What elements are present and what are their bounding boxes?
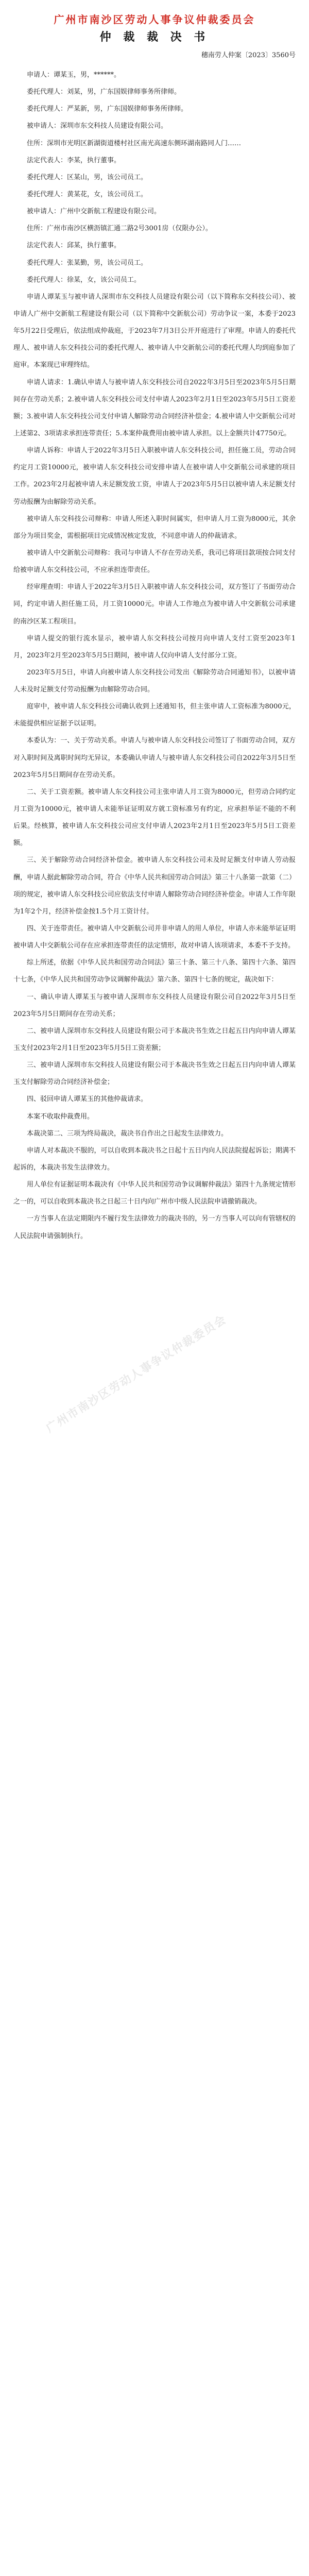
ruling-paragraph: 法定代表人：李某，执行董事。 [27,156,121,164]
ruling-paragraph: 二、被申请人深圳市东交科技人员建设有限公司于本裁决书生效之日起五日内向申请人谭某玉支付2023年2月1日至2023年5月5日工资差额； [13,1027,296,1053]
ruling-paragraph: 委托代理人：张某勤，男，该公司员工。 [27,259,148,267]
ruling-body [13,66,296,1245]
ruling-paragraph: 2023年5月5日，申请人向被申请人东交科技公司发出《解除劳动合同通知书》，以被申请人未及时足额支付劳动报酬为由解除劳动合同。 [13,668,296,694]
ruling-paragraph: 委托代理人：区某山，男，该公司员工。 [27,173,148,181]
ruling-paragraph: 综上所述，依据《中华人民共和国劳动合同法》第三十条、第三十八条、第四十六条、第四十七条，《中华人民共和国劳动争议调解仲裁法》第六条、第四十七条的规定，裁决如下： [13,959,296,984]
ruling-paragraph: 用人单位有证据证明本裁决有《中华人民共和国劳动争议调解仲裁法》第四十九条规定情形之一的，可以自收到本裁决书之日起三十日内向广州市中级人民法院申请撤销裁决。 [13,1181,296,1206]
case-number: 穗南劳人仲案〔2023〕3560号 [201,52,296,59]
ruling-paragraph: 本委认为：一、关于劳动关系。申请人与被申请人东交科技公司签订了书面劳动合同，双方对入职时间及离职时间均无异议，本委确认申请人与被申请人东交科技公司自2022年3月5日至2023年5月5日期间存在劳动关系。 [13,737,296,779]
ruling-paragraph: 住所：深圳市光明区新湖街道楼村社区南光高速东侧环湖南路同人门…… [27,139,242,147]
watermark: 广州市南沙区劳动人事争议仲裁委员会 [43,1312,229,1435]
ruling-paragraph: 被申请人中交新航公司辩称：我司与申请人不存在劳动关系，我司已将项目款项按合同支付给被申请人东交科技公司，不应承担连带责任。 [13,549,296,574]
org-title: 广州市南沙区劳动人事争议仲裁委员会 [54,13,255,26]
ruling-paragraph: 三、关于解除劳动合同经济补偿金。被申请人东交科技公司未及时足额支付申请人劳动报酬，申请人据此解除劳动合同，符合《中华人民共和国劳动合同法》第三十八条第一款第（二）项的规定，被申请人东交科技公司应依法支付申请人解除劳动合同经济补偿金。申请人工作年限为1年2个月，经济补偿金按1.5个月工资计付。 [13,856,296,916]
ruling-paragraph: 委托代理人：严某新，男，广东国娱律师事务所律师。 [27,105,188,113]
ruling-paragraph: 经审理查明：申请人于2022年3月5日入职被申请人东交科技公司，双方签订了书面劳动合同，约定申请人担任施工员，月工资10000元。申请人工作地点为被申请人中交新航公司承建的南沙区某工程项目。 [13,583,296,625]
ruling-paragraph: 三、被申请人深圳市东交科技人员建设有限公司于本裁决书生效之日起五日内向申请人谭某玉支付解除劳动合同经济补偿金； [13,1061,296,1087]
ruling-paragraph: 申请人：谭某玉，男，******。 [27,71,121,79]
ruling-paragraph: 住所：广州市南沙区横沥镇汇通二路2号3001房（仅限办公）。 [27,225,212,233]
ruling-paragraph: 四、驳回申请人谭某玉的其他仲裁请求。 [27,1095,148,1104]
ruling-paragraph: 申请人诉称：申请人于2022年3月5日入职被申请人东交科技公司，担任施工员，劳动合同约定月工资10000元，被申请人东交科技公司安排申请人在被申请人中交新航公司承建的项目工作。2023年2月起被申请人未足额发放工资，申请人于2023年5月5日以被申请人未足额支付劳动报酬为由解除劳动关系。 [13,447,296,506]
ruling-paragraph: 委托代理人：刘某，男，广东国娱律师事务所律师。 [27,88,181,96]
ruling-paragraph: 一、确认申请人谭某玉与被申请人深圳市东交科技人员建设有限公司自2022年3月5日至2023年5月5日期间存在劳动关系； [13,993,296,1018]
ruling-paragraph: 法定代表人：邱某，执行董事。 [27,242,121,250]
ruling-paragraph: 申请人对本裁决不服的，可以自收到本裁决书之日起十五日内向人民法院提起诉讼；期满不起诉的，本裁决书发生法律效力。 [13,1146,296,1172]
ruling-paragraph: 申请人提交的银行流水显示，被申请人东交科技公司按月向申请人支付工资至2023年1月，2023年2月至2023年5月5日期间，被申请人仅向申请人支付部分工资。 [13,634,296,659]
ruling-paragraph: 本裁决第二、三项为终局裁决，裁决书自作出之日起发生法律效力。 [27,1129,228,1138]
ruling-paragraph: 被申请人东交科技公司辩称：申请人所述入职时间属实，但申请人月工资为8000元，其余部分为项目奖金，需根据项目完成情况核定发放，不同意申请人的仲裁请求。 [13,515,296,540]
ruling-paragraph: 被申请人：深圳市东交科技人员建设有限公司。 [27,122,168,130]
ruling-paragraph: 庭审中，被申请人东交科技公司确认收到上述通知书，但主张申请人工资标准为8000元，未能提供相应证据予以证明。 [13,703,296,728]
ruling-paragraph: 四、关于连带责任。被申请人中交新航公司并非申请人的用人单位，申请人亦未能举证证明被申请人中交新航公司存在应承担连带责任的法定情形，故对申请人该项请求，本委不予支持。 [13,925,296,950]
ruling-paragraph: 一方当事人在法定期限内不履行发生法律效力的裁决书的，另一方当事人可以向有管辖权的人民法院申请强制执行。 [13,1215,296,1240]
document-title: 仲 裁 裁 决 书 [99,30,210,44]
ruling-paragraph: 二、关于工资差额。被申请人东交科技公司主张申请人月工资为8000元，但劳动合同约定月工资为10000元，被申请人未能举证证明双方就工资标准另有约定，应承担举证不能的不利后果。经核算，被申请人东交科技公司应支付申请人2023年2月1日至2023年5月5日工资差额。 [13,788,296,848]
ruling-paragraph: 委托代理人：黄某花，女，该公司员工。 [27,190,148,198]
ruling-paragraph: 本案不收取仲裁费用。 [27,1112,94,1121]
ruling-paragraph: 被申请人：广州中交新航工程建设有限公司。 [27,208,161,216]
ruling-paragraph: 申请人谭某玉与被申请人深圳市东交科技人员建设有限公司（以下简称东交科技公司）、被申请人广州中交新航工程建设有限公司（以下简称中交新航公司）劳动争议一案，本委于2023年5月22日受理后，依法组成仲裁庭，于2023年7月3日公开开庭进行了审理。申请人的委托代理人、被申请人东交科技公司的委托代理人、被申请人中交新航公司的委托代理人均到庭参加了庭审。本案现已审理终结。 [13,293,296,369]
ruling-paragraph: 委托代理人：徐某，女，该公司员工。 [27,276,141,284]
ruling-paragraph: 申请人请求：1.确认申请人与被申请人东交科技公司自2022年3月5日至2023年5月5日期间存在劳动关系；2.被申请人东交科技公司支付申请人2023年2月1日至2023年5月5日工资差额；3.被申请人东交科技公司支付申请人解除劳动合同经济补偿金；4.被申请人中交新航公司对上述第2、3项请求承担连带责任；5.本案仲裁费用由被申请人承担。以上金额共计47750元。 [13,378,296,437]
